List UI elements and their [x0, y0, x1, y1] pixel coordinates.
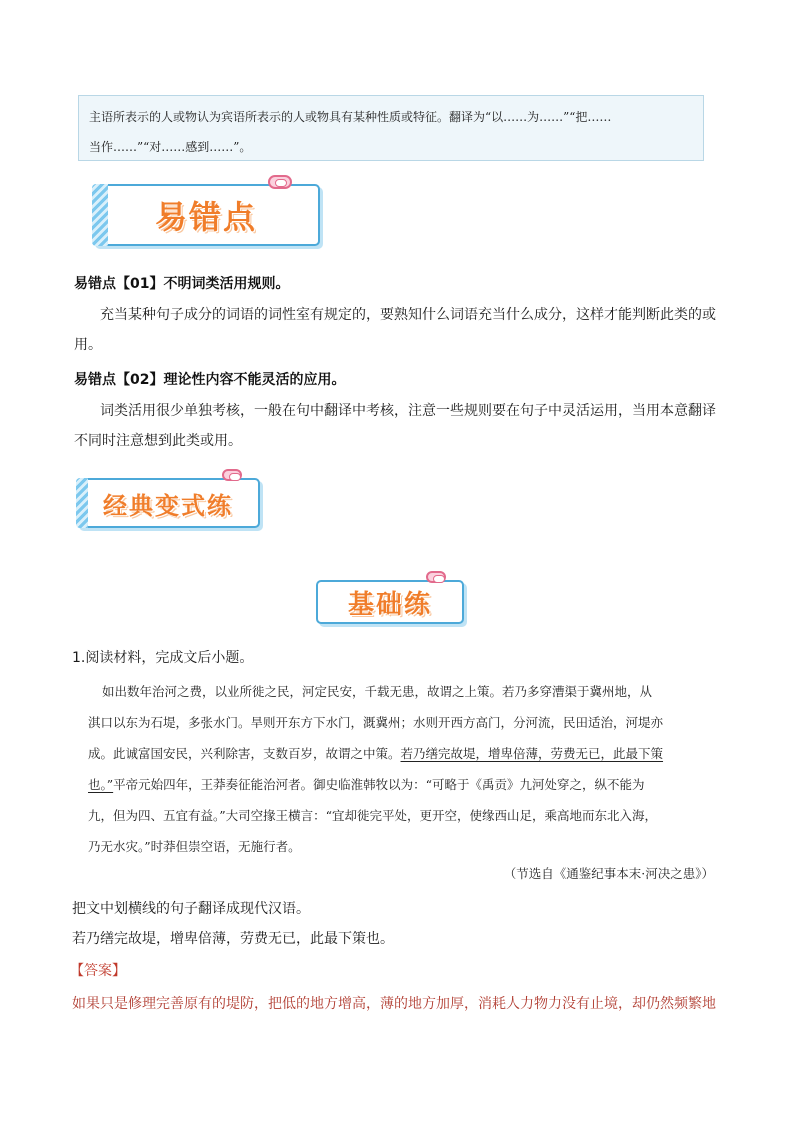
banner-variant-practice: [76, 478, 260, 528]
error-point-2-heading: 易错点【02】理论性内容不能灵活的应用。: [74, 372, 346, 388]
question-prompt: 1.阅读材料，完成文后小题。: [72, 650, 254, 666]
answer-text: 如果只是修理完善原有的堤防，把低的地方增高，薄的地方加厚，消耗人力物力没有止境，却仍然频繁地: [72, 996, 716, 1012]
error-point-1-text: 充当某种句子成分的词语的词性室有规定的，要熟知什么词语充当什么成分，这样才能判断此类的或 用。: [74, 307, 716, 353]
banner-title: 易错点: [154, 198, 257, 236]
paperclip-icon: [222, 469, 242, 481]
reading-passage: 如出数年治河之费，以业所徙之民，河定民安，千载无患，故谓之上策。若乃多穿漕渠于冀州地，从 淇口以东为石堤，多张水门。旱则开东方下水门，溉冀州；水则开西方高门，分河流，民田适治，河堤亦 成。此诚富国安民，兴利除害，支数百岁，故谓之中策。若乃缮完故堤，增卑倍薄，劳费无已，此最下策 也。”平帝元始四年，王莽奏征能治河者。御史临淮韩牧以为：“可略于《禹贡》九河处穿之，纵不能为 九，但为四、五宜有益。”大司空掾王横言：“宜却徙完平处，更开空，使缘西山足，乘高地而东北入海， 乃无水灾。”时莽但崇空语，无施行者。: [88, 684, 664, 854]
banner-title: 经典变式练: [103, 490, 233, 520]
question-task: 把文中划横线的句子翻译成现代汉语。: [72, 901, 310, 917]
banner-title: 基础练: [347, 589, 432, 620]
banner-basic-practice: [316, 580, 464, 624]
definition-note-box: [78, 95, 704, 161]
note-line-2: 当作……”“对……感到……”。: [89, 140, 252, 154]
underlined-sentence-end: 也。”: [88, 777, 114, 792]
answer-label: 【答案】: [70, 963, 126, 979]
target-sentence: 若乃缮完故堤，增卑倍薄，劳费无已，此最下策也。: [72, 931, 394, 947]
error-point-1-heading: 易错点【01】不明词类活用规则。: [74, 276, 290, 292]
note-line-1: 主语所表示的人或物认为宾语所表示的人或物具有某种性质或特征。翻译为“以……为……”“把……: [89, 110, 612, 124]
banner-error-points: [92, 184, 320, 246]
error-point-2-text: 词类活用很少单独考核，一般在句中翻译中考核，注意一些规则要在句子中灵活运用，当用本意翻译 不同时注意想到此类或用。: [74, 403, 716, 449]
paperclip-icon: [426, 571, 446, 583]
paperclip-icon: [268, 175, 292, 189]
underlined-sentence: 若乃缮完故堤，增卑倍薄，劳费无已，此最下策: [400, 746, 664, 761]
passage-source: （节选自《通鉴纪事本末·河决之患》）: [503, 866, 714, 881]
